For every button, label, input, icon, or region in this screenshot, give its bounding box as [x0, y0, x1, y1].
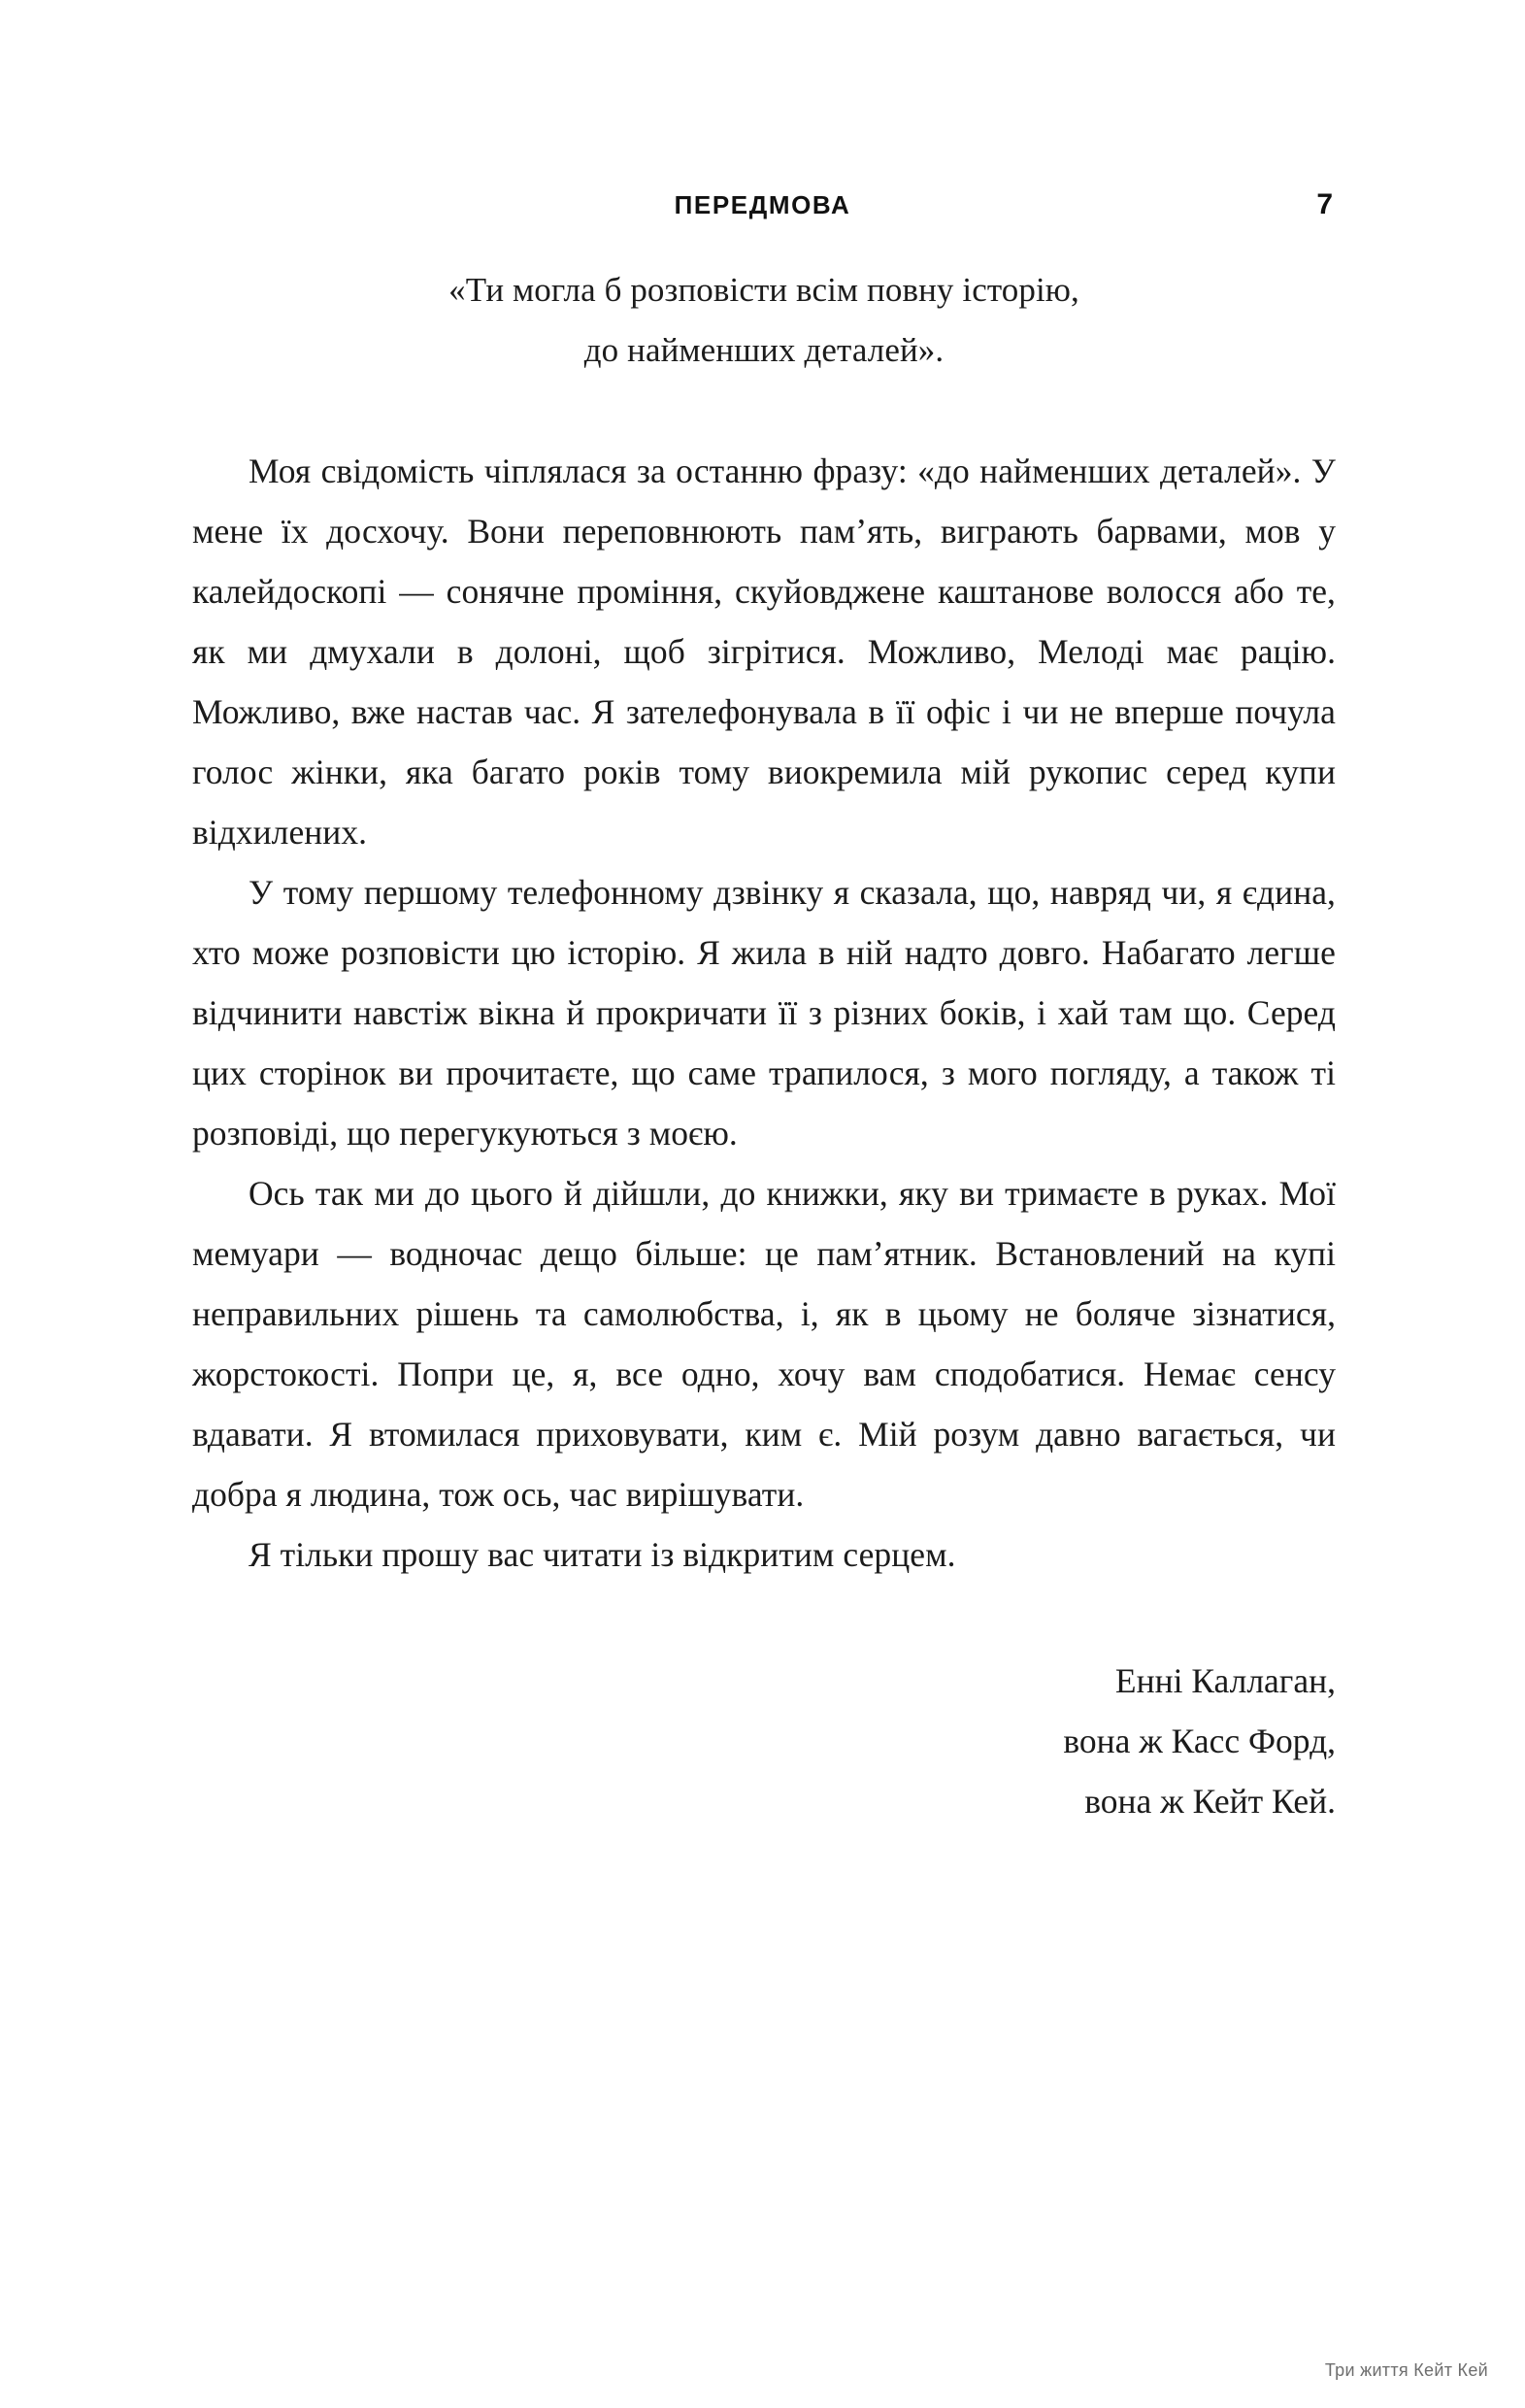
text-block	[192, 260, 1336, 1831]
page-number: 7	[1316, 188, 1333, 220]
paragraph: У тому першому телефонному дзвінку я сказала, що, навряд чи, я єдина, хто може розповісти цю історію. Я жила в ній надто довго. Набагато легше відчинити навстіж вікна й прокричати її з різних боків, і хай там що. Серед цих сторінок ви прочитаєте, що саме трапилося, з мого погляду, а також ті розповіді, що перегукуються з моєю.	[192, 873, 1336, 1153]
epigraph-line-1: «Ти могла б розповісти всім повну історію,	[448, 271, 1079, 309]
epigraph-line-2: до найменших деталей».	[583, 331, 945, 369]
signature-line-3: вона ж Кейт Кей.	[1084, 1782, 1336, 1821]
signature-line-1: Енні Каллаган,	[1114, 1661, 1336, 1700]
signature-block	[192, 1651, 1336, 1831]
signature-line-2: вона ж Касс Форд,	[1063, 1722, 1336, 1760]
epigraph	[192, 260, 1336, 381]
paragraph: Ось так ми до цього й дійшли, до книжки, яку ви тримаєте в руках. Мої мемуари — водночас дещо більше: це памʼятник. Встановлений на купі неправильних рішень та самолюбства, і, як в цьому не боляче зізнатися, жорстокості. Попри це, я, все одно, хочу вам сподобатися. Немає сенсу вдавати. Я втомилася приховувати, ким є. Мій розум давно вагається, чи добра я людина, тож ось, час вирішувати.	[192, 1174, 1336, 1514]
paragraph: Моя свідомість чіплялася за останню фразу: «до найменших деталей». У мене їх досхочу. Вони переповнюють памʼять, виграють барвами, мов у калейдоскопі — сонячне проміння, скуйовджене каштанове волосся або те, як ми дмухали в долоні, щоб зігрітися. Можливо, Мелоді має рацію. Можливо, вже настав час. Я зателефонувала в її офіс і чи не вперше почула голос жінки, яка багато років тому виокремила мій рукопис серед купи відхилених.	[192, 452, 1336, 852]
running-head	[192, 190, 1333, 229]
footer-book-title: Три життя Кейт Кей	[1324, 2360, 1488, 2380]
running-head-title: ПЕРЕДМОВА	[674, 190, 851, 219]
paragraph: Я тільки прошу вас читати із відкритим серцем.	[249, 1535, 956, 1574]
